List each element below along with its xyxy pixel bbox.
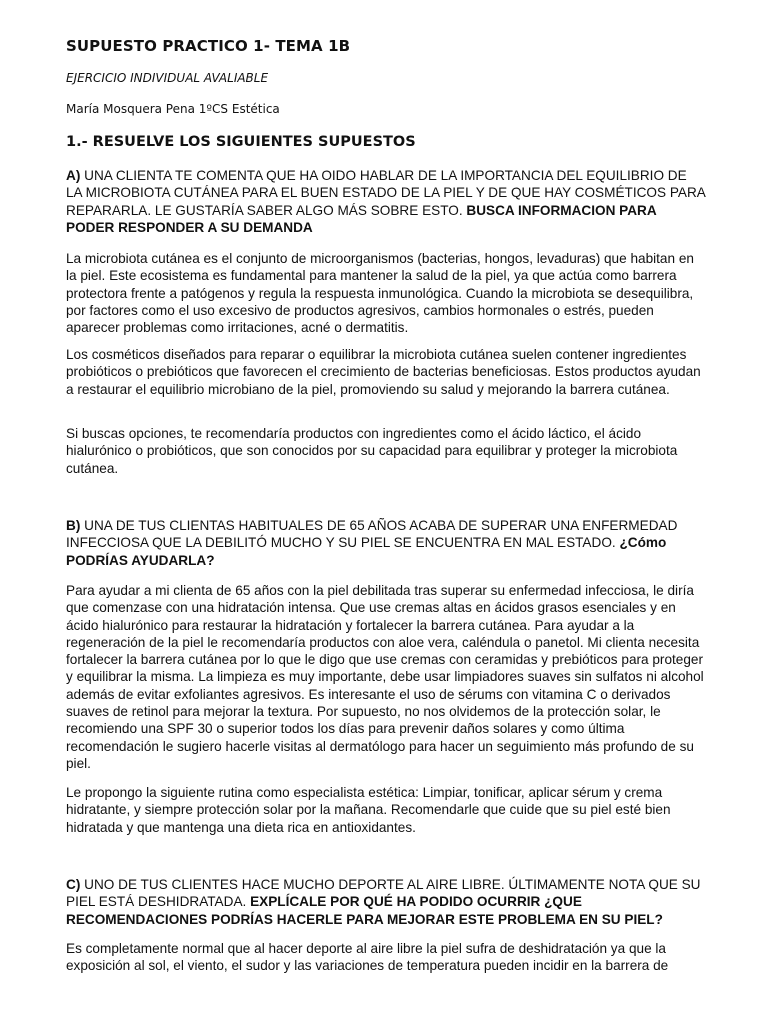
answer-paragraph: Para ayudar a mi clienta de 65 años con la piel debilitada tras superar su enfermedad infecciosa, le diría que comenzase con una hidratación intensa. Que use cremas altas en ácidos grasos esenciales y en ácido hialurónico para restaurar la hidratación y fortalecer la barrera cutánea. Para ayudar a la regeneración de la piel le recomendaría productos con aloe vera, caléndula o panetol. Mi clienta necesita fortalecer la barrera cutánea por lo que le digo que use cremas con ceramidas y prebióticos para proteger y equilibrar la misma. La limpieza es muy importante, debe usar limpiadores suaves sin sulfatos ni alcohol además de evitar exfoliantes agresivos. Es interesante el uso de sérums con vitamina C o derivados suaves de retinol para mejorar la textura. Por supuesto, no nos olvidemos de la protección solar, le recomiendo una SPF 30 o superior todos los días para prevenir daños solares y como última recomendación le sugiero hacerle visitas al dermatólogo para hacer un seguimiento más profundo de su piel. [66, 583, 704, 771]
answer-paragraph: Es completamente normal que al hacer deporte al aire libre la piel sufra de deshidratación ya que la exposición al sol, el viento, el sudor y las variaciones de temperatura pueden incidir en la barrera de [66, 941, 669, 974]
question-text: UNA DE TUS CLIENTAS HABITUALES DE 65 AÑOS ACABA DE SUPERAR UNA ENFERMEDAD INFECCIOSA QUE LA DEBILITÓ MUCHO Y SU PIEL SE ENCUENTRA EN MAL ESTADO. [66, 518, 678, 551]
answer-paragraph: La microbiota cutánea es el conjunto de microorganismos (bacterias, hongos, levaduras) que habitan en la piel. Este ecosistema es fundamental para mantener la salud de la piel, ya que actúa como barrera protectora frente a patógenos y regula la respuesta inmunológica. Cuando la microbiota se desequilibra, por factores como el uso excesivo de productos agresivos, cambios hormonales o estrés, pueden aparecer problemas como irritaciones, acné o dermatitis. [66, 251, 694, 336]
question-c [66, 876, 706, 928]
question-text: UNA CLIENTA TE COMENTA QUE HA OIDO HABLAR DE LA IMPORTANCIA DEL EQUILIBRIO DE LA MICROBIOTA CUTÁNEA PARA EL BUEN ESTADO DE LA PIEL Y DE QUE HAY COSMÉTICOS PARA REPARARLA. LE GUSTARÍA SABER ALGO MÁS SOBRE ESTO. [66, 168, 706, 218]
question-emphasis: EXPLÍCALE POR QUÉ HA PODIDO OCURRIR ¿QUE RECOMENDACIONES PODRÍAS HACERLE PARA MEJORAR ESTE PROBLEMA EN SU PIEL? [66, 894, 663, 927]
answer-paragraph: Le propongo la siguiente rutina como especialista estética: Limpiar, tonificar, aplicar sérum y crema hidratante, y siempre protección solar por la mañana. Recomendarle que cuide que su piel esté bien hidratada y que mantenga una dieta rica en antioxidantes. [66, 785, 671, 835]
question-text: UNO DE TUS CLIENTES HACE MUCHO DEPORTE AL AIRE LIBRE. ÚLTIMAMENTE NOTA QUE SU PIEL ESTÁ DESHIDRATADA. [66, 877, 701, 910]
answer-paragraph: Los cosméticos diseñados para reparar o equilibrar la microbiota cutánea suelen contener ingredientes probióticos o prebióticos que favorecen el crecimiento de bacterias beneficiosas. Estos productos ayudan a restaurar el equilibrio microbiano de la piel, promoviendo su salud y mejorando la barrera cutánea. [66, 347, 701, 397]
question-emphasis: ¿Cómo PODRÍAS AYUDARLA? [66, 535, 667, 568]
section-heading: 1.- RESUELVE LOS SIGUIENTES SUPUESTOS [66, 134, 416, 150]
question-letter: B) [66, 518, 81, 533]
question-letter: C) [66, 877, 81, 892]
answer-paragraph: Si buscas opciones, te recomendaría productos con ingredientes como el ácido láctico, el ácido hialurónico o probióticos, que son conocidos por su capacidad para equilibrar y proteger la microbiota cutánea. [66, 426, 678, 476]
question-letter: A) [66, 168, 81, 183]
question-a [66, 167, 706, 236]
document-title: SUPUESTO PRACTICO 1- TEMA 1B [66, 37, 351, 55]
document-subtitle: EJERCICIO INDIVIDUAL AVALIABLE [66, 71, 269, 85]
author-line: María Mosquera Pena 1ºCS Estética [66, 102, 280, 116]
question-emphasis: BUSCA INFORMACION PARA PODER RESPONDER A SU DEMANDA [66, 202, 657, 235]
question-b [66, 517, 706, 569]
